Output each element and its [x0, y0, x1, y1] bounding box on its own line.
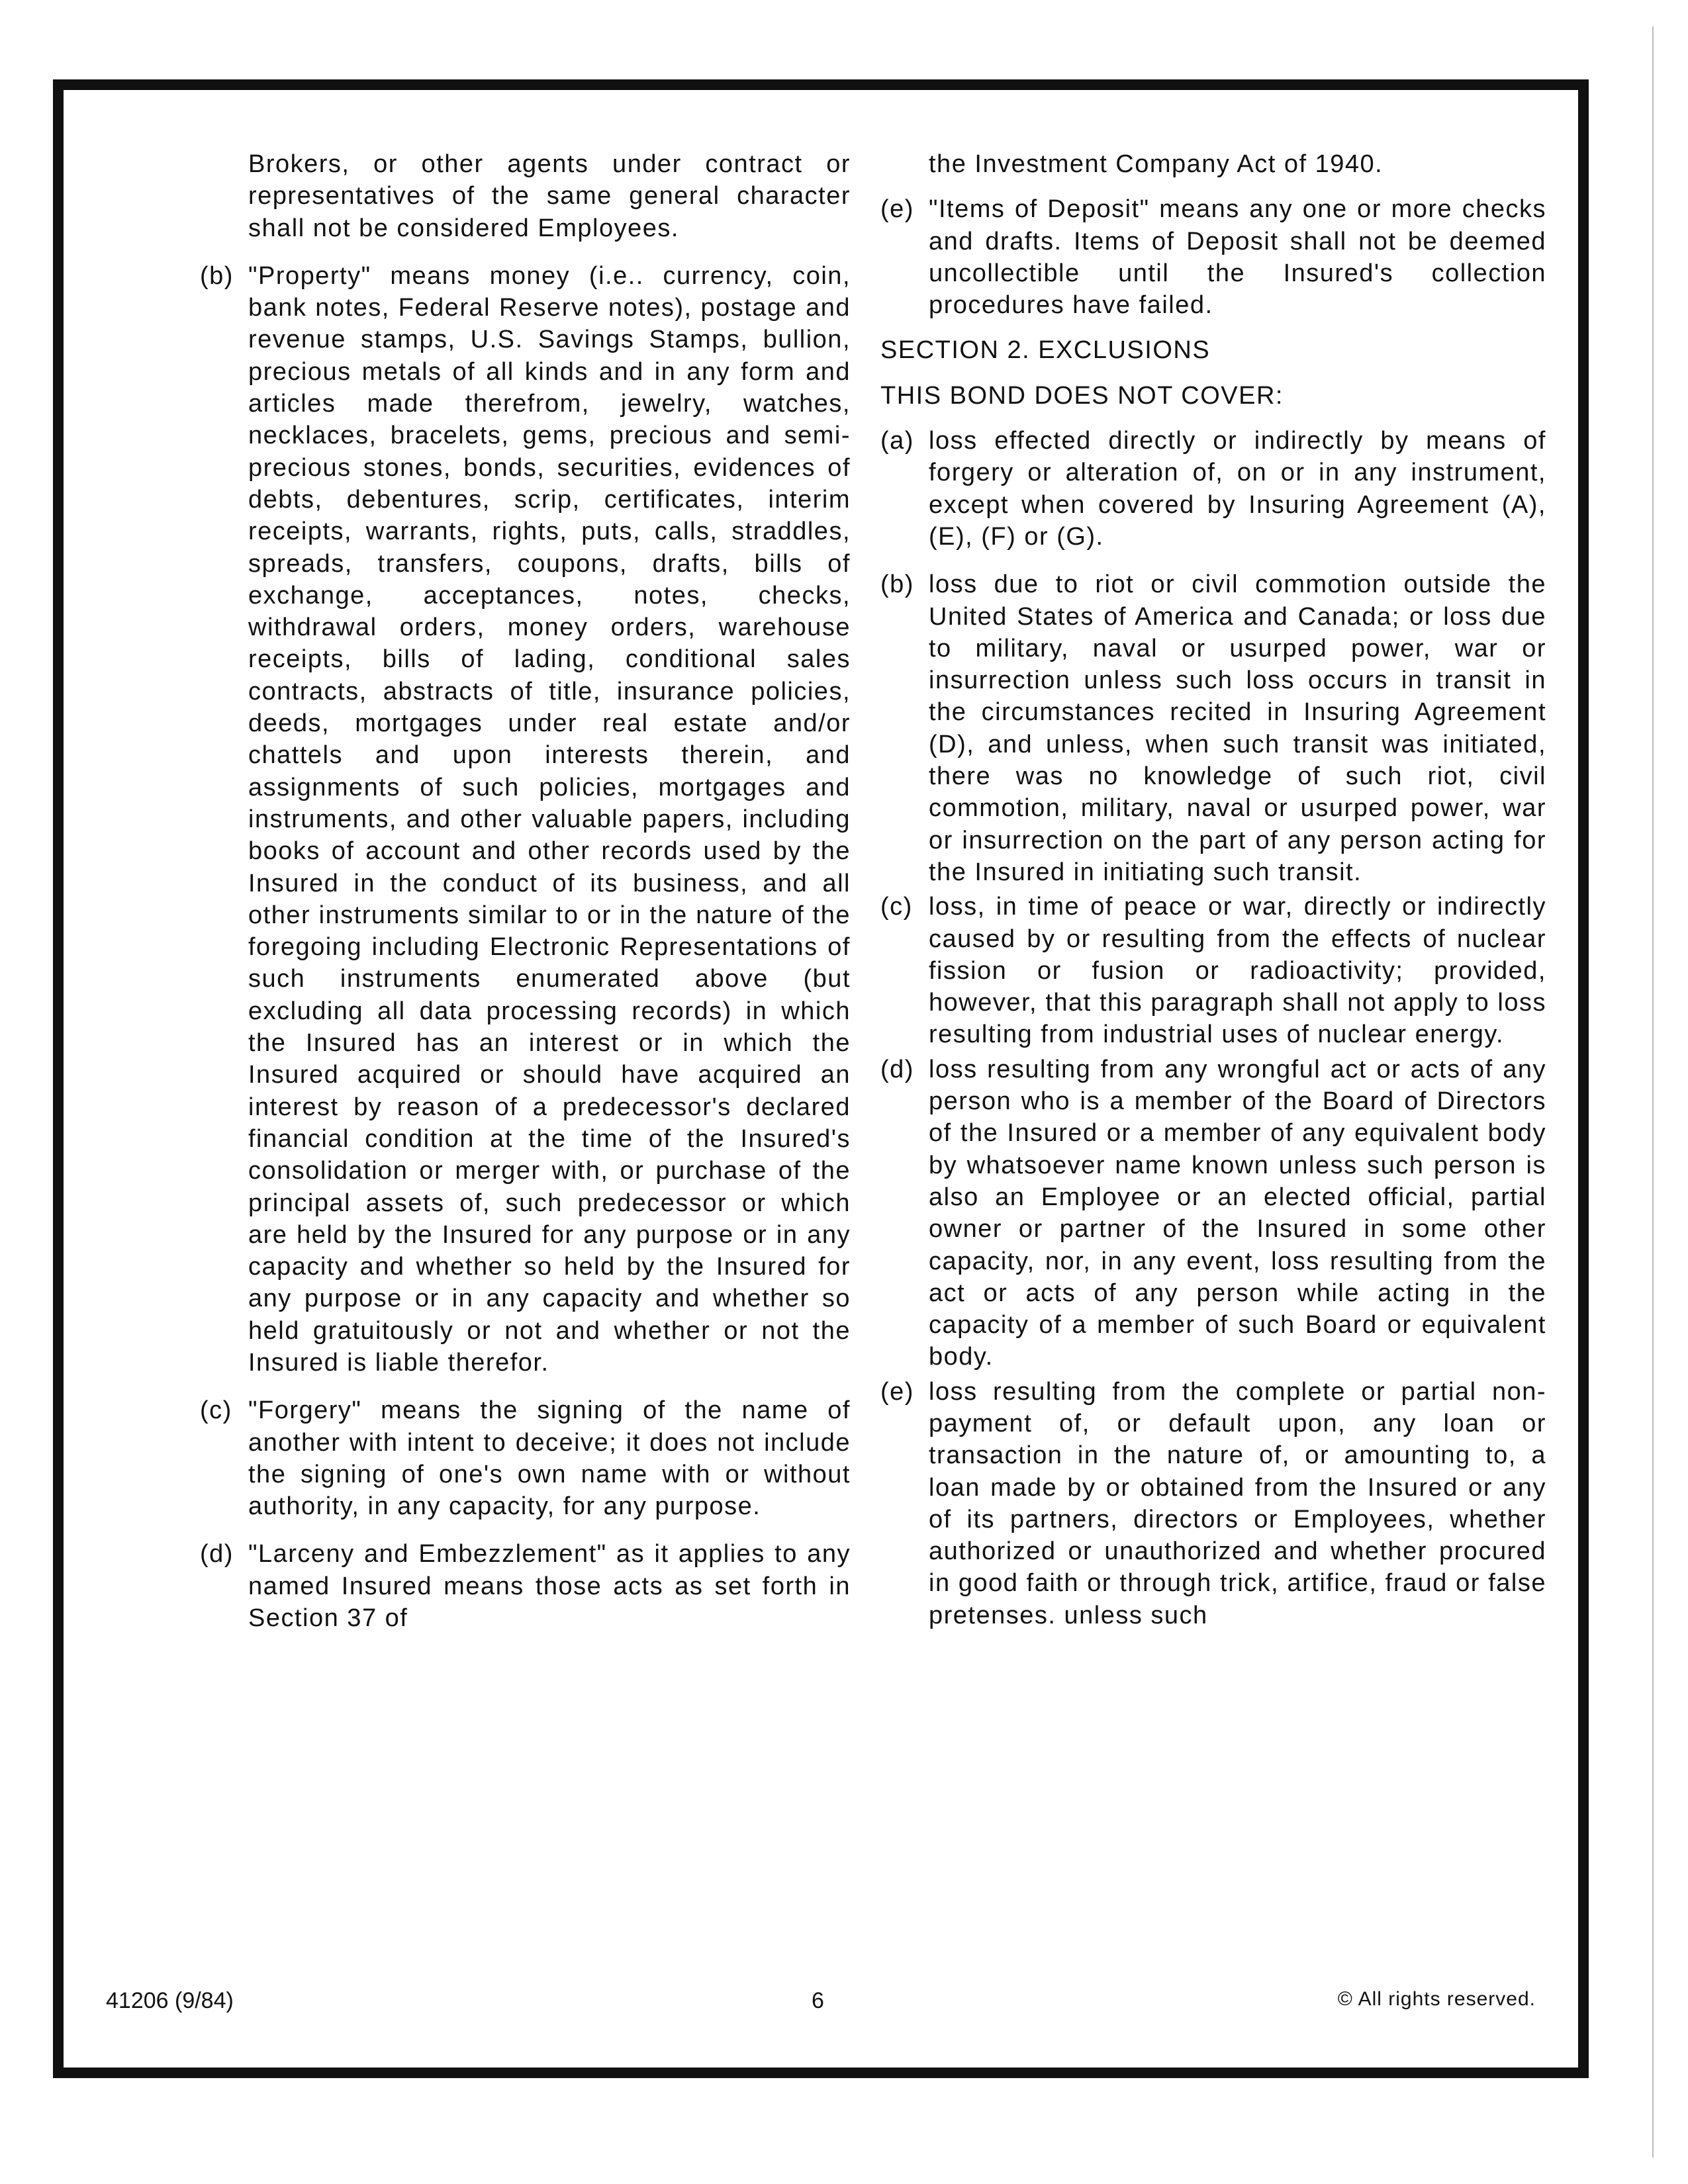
definition-e-items-of-deposit: [880, 193, 1546, 321]
exclusion-a-text: loss effected directly or indirectly by means of forgery or alteration of, on or in any instrument, except when covered by Insuring Agreement (A), (E), (F) or (G).: [929, 427, 1546, 551]
definition-b-marker: (b): [200, 261, 234, 290]
page-border: [53, 79, 1589, 2078]
exclusion-e-text: loss resulting from the complete or partial non-payment of, or default upon, any loan or transaction in the nature of, or amounting to, a loan made by or obtained from the Insured or any of its partners, directors or Employees, whether authorized or unauthorized and whether procured in good faith or through trick, artifice, fraud or false pretenses. unless such: [929, 1377, 1546, 1629]
exclusion-c-marker: (c): [880, 893, 913, 921]
exclusion-d-text: loss resulting from any wrongful act or acts of any person who is a member of the Board of Directors of the Insured or a member of any equivalent body by whatsoever name known unless such person is also an Employee or an elected official, partial owner or partner of the Insured in some other capacity, nor, in any event, loss resulting from the act or acts of any person while acting in the capacity of a member of such Board or equivalent body.: [929, 1055, 1546, 1371]
exclusion-b-text: loss due to riot or civil commotion outside the United States of America and Canada; or loss due to military, naval or usurped power, war or insurrection unless such loss occurs in transit in the circumstances recited in Insuring Agreement (D), and unless, when such transit was initiated, there was no knowledge of such riot, civil commotion, military, naval or usurped power, war or insurrection on the part of any person acting for the Insured in initiating such transit.: [929, 570, 1546, 886]
definition-d-larceny: [200, 1538, 851, 1634]
page-number: 6: [812, 1988, 824, 2013]
right-continuation-text: the Investment Company Act of 1940.: [929, 150, 1383, 178]
left-continuation-text: Brokers, or other agents under contract or representatives of the same general character shall not be considered Employees.: [248, 150, 851, 242]
exclusion-e: [880, 1376, 1546, 1631]
right-margin-rule: [1652, 26, 1654, 2158]
exclusion-d-marker: (d): [880, 1055, 914, 1083]
definition-d-text: "Larceny and Embezzlement" as it applies to any named Insured means those acts as set forth in Section 37 of: [248, 1540, 851, 1633]
form-number: 41206 (9/84): [106, 1988, 234, 2013]
exclusion-b-marker: (b): [880, 570, 914, 599]
definition-c-forgery: [200, 1394, 851, 1522]
exclusion-a: [880, 425, 1546, 553]
exclusion-a-marker: (a): [880, 427, 914, 455]
definition-d-marker: (d): [200, 1540, 234, 1569]
right-column: [880, 148, 1546, 1631]
definition-c-text: "Forgery" means the signing of the name of another with intent to deceive; it does not include the signing of one's own name with or without authority, in any capacity, for any purpose.: [248, 1396, 851, 1521]
definition-e-marker: (e): [880, 195, 914, 224]
left-column: [200, 148, 851, 1634]
section-heading: SECTION 2. EXCLUSIONS: [880, 336, 1211, 365]
rights-notice: © All rights reserved.: [1337, 1988, 1536, 2010]
exclusion-c-text: loss, in time of peace or war, directly or indirectly caused by or resulting from the effects of nuclear fission or fusion or radioactivity; provided, however, that this paragraph shall not apply to loss resulting from industrial uses of nuclear energy.: [929, 893, 1546, 1049]
definition-e-text: "Items of Deposit" means any one or more checks and drafts. Items of Deposit shall not be deemed uncollectible until the Insured's collection procedures have failed.: [929, 195, 1546, 320]
definition-b-property: [200, 260, 851, 1379]
exclusion-b: [880, 569, 1546, 888]
exclusions-intro: THIS BOND DOES NOT COVER:: [880, 381, 1284, 410]
definition-b-text: "Property" means money (i.e.. currency, coin, bank notes, Federal Reserve notes), postage and revenue stamps, U.S. Savings Stamps, bullion, precious metals of all kinds and in any form and articles made therefrom, jewelry, watches, necklaces, bracelets, gems, precious and semi-precious stones, bonds, securities, evidences of debts, debentures, scrip, certificates, interim receipts, warrants, rights, puts, calls, straddles, spreads, transfers, coupons, drafts, bills of exchange, acceptances, notes, checks, withdrawal orders, money orders, warehouse receipts, bills of lading, conditional sales contracts, abstracts of title, insurance policies, deeds, mortgages under real estate and/or chattels and upon interests therein, and assignments of such policies, mortgages and instruments, and other valuable papers, including books of account and other records used by the Insured in the conduct of its business, and all other instruments similar to or in the nature of the foregoing including Electronic Representations of such instruments enumerated above (but excluding all data processing records) in which the Insured has an interest or in which the Insured acquired or should have acquired an interest by reason of a predecessor's declared financial condition at the time of the Insured's consolidation or merger with, or purchase of the principal assets of, such predecessor or which are held by the Insured for any purpose or in any capacity and whether so held by the Insured for any purpose or in any capacity and whether so held gratuitously or not and whether or not the Insured is liable therefor.: [248, 261, 851, 1377]
exclusion-c: [880, 891, 1546, 1050]
definition-c-marker: (c): [200, 1396, 232, 1425]
exclusion-e-marker: (e): [880, 1377, 914, 1406]
exclusion-d: [880, 1054, 1546, 1373]
